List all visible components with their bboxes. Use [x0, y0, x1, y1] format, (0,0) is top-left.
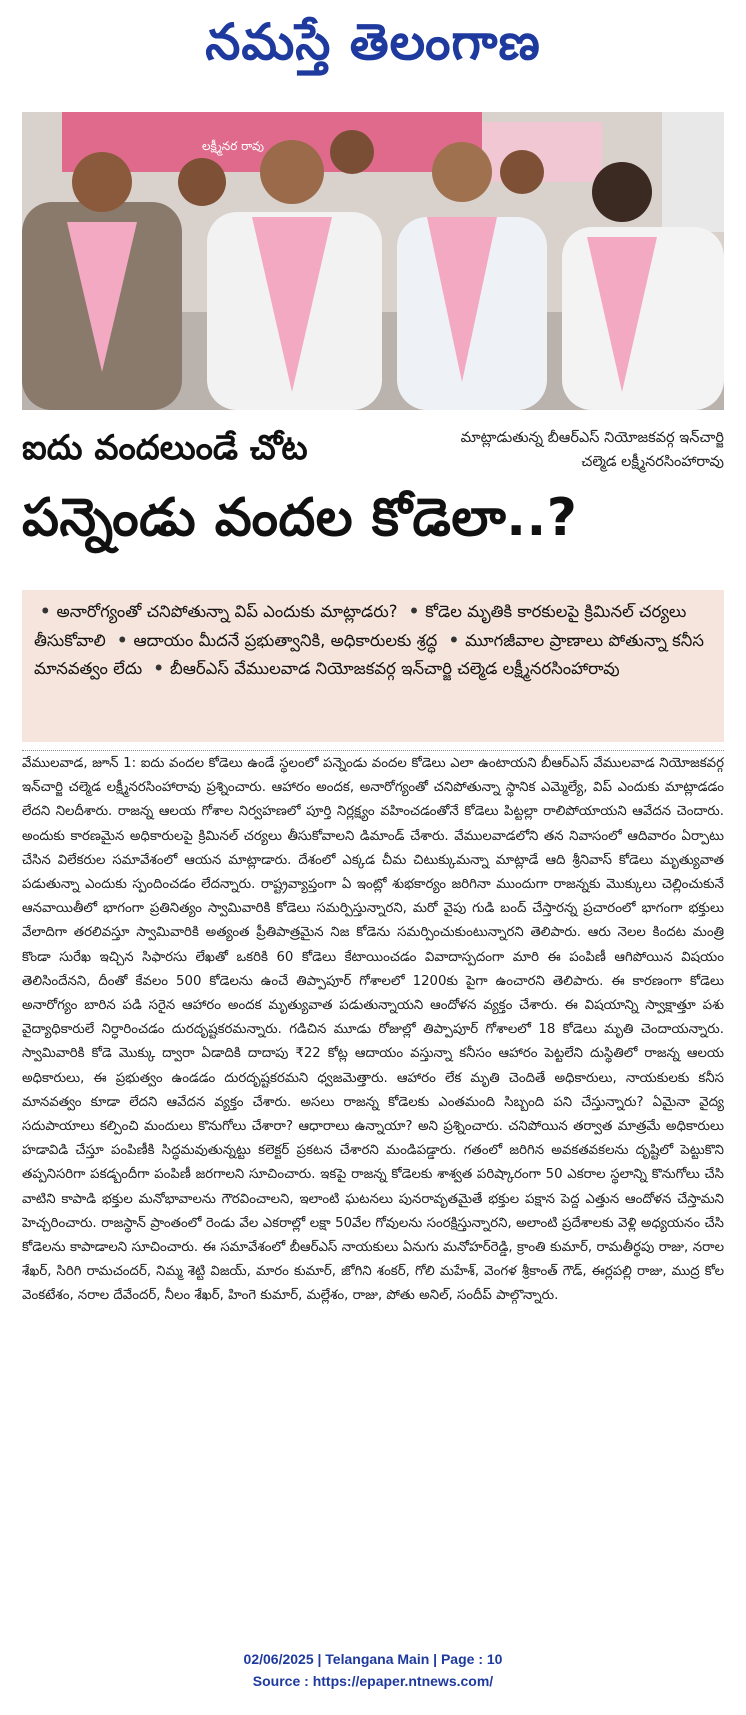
article-photo [22, 112, 724, 410]
photo-caption: మాట్లాడుతున్న బీఆర్ఎస్ నియోజకవర్గ ఇన్‌చార్జి చల్మెడ లక్ష్మీనరసింహారావు [460, 430, 724, 470]
highlight-item: అనారోగ్యంతో చనిపోతున్నా విప్ ఎందుకు మాట్లాడరు? [56, 602, 398, 621]
headline: పన్నెండు వందల కోడెలా..? [22, 488, 578, 548]
bullet-icon: • [116, 630, 128, 650]
bullet-icon: • [153, 659, 164, 678]
footer-source-link[interactable]: Source : https://epaper.ntnews.com/ [252, 1673, 494, 1689]
masthead [0, 0, 746, 96]
highlight-item: ఆదాయం మీదనే ప్రభుత్వానికి, అధికారులకు శ్రద్ధ [133, 630, 438, 650]
article-body: వేములవాడ, జూన్ 1: ఐదు వందల కోడెలు ఉండే స్థలంలో పన్నెండు వందల కోడెలు ఎలా ఉంటాయని బీఆర్ఎస్ వేములవాడ నియోజకవర్గ ఇన్‌చార్జి చల్మెడ లక్ష్మీనరసింహారావు ప్రశ్నించారు. ఆహారం అందక, అనారోగ్యంతో చనిపోతున్నా స్థానిక ఎమ్మెల్యే, విప్ ఎందుకు మాట్లాడడం లేదని నిలదీశారు. రాజన్న ఆలయ గోశాల నిర్వహణలో పూర్తి నిర్లక్ష్యం వహించడంతోనే కోడెలు పిట్టల్లా రాలిపోయాయని ఆవేదన చెందారు. అందుకు కారణమైన అధికారులపై క్రిమినల్ చర్యలు తీసుకోవాలని డిమాండ్ చేశారు. వేములవాడలోని తన నివాసంలో ఆదివారం ఏర్పాటు చేసిన విలేకరుల సమావేశంలో ఆయన మాట్లాడారు. దేశంలో ఎక్కడ చీమ చిటుక్కుమన్నా మాట్లాడే ఆది శ్రీనివాస్ కోడెలు మృత్యువాత పడుతున్నా ఎందుకు స్పందించడం లేదన్నారు. రాష్ట్రవ్యాప్తంగా ఏ ఇంట్లో శుభకార్యం జరిగినా ముందుగా రాజన్నకు మొక్కులు చెల్లించుకునే ఆనవాయితీలో భాగంగా ప్రతినిత్యం స్వామివారికి కోడెలు సమర్పిస్తున్నారని, మరో వైపు గుడి బంద్ చేస్తారన్న ప్రచారంలో భాగంగా భక్తులు వేలాదిగా తరలివస్తూ స్వామివారికి అత్యంత ప్రీతిపాత్రమైన నిజ కోడెను సమర్పించుకుంటున్నారని తెలిపారు. ఆరు నెలల కిందట మంత్రి కొండా సురేఖ ఇచ్చిన సిఫారసు లేఖతో ఒకరికి 60 కోడెలు కేటాయించడం వివాదాస్పదంగా మారి ఈ పంపిణీ ఆగిపోయిన విషయం తెలిసిందేనని, దీంతో కేవలం 500 కోడెలను ఉంచే తిప్పాపూర్ గోశాలలో 1200కు పైగా ఉంచారని తెలిపారు. ఈ కారణంగా కోడెలు అనారోగ్యం బారిన పడి సరైన ఆహారం అందక మృత్యువాత పడుతున్నాయని ఆందోళన వ్యక్తం చేశారు. ఈ విషయాన్ని స్వాక్షాత్తూ పశు వైద్యాధికారులే నిర్ధారించడం దురదృష్టకరమన్నారు. గడిచిన మూడు రోజుల్లో తిప్పాపూర్ గోశాలలో 18 కోడెలు మృతి చెందాయన్నారు. స్వామివారికి కోడె మొక్కు ద్వారా ఏడాదికి దాదాపు ₹22 కోట్ల ఆదాయం వస్తున్నా కనీసం ఆహారం పెట్టలేని దుస్థితిలో రాజన్న ఆలయ అధికారులు, ఈ ప్రభుత్వం ఉండడం దురదృష్టకరమని ధ్వజమెత్తారు. ఆహారం లేక మృతి చెందితే అధికారులు, నాయకులకు కనీస మానవత్వం కూడా లేదని ఆవేదన వ్యక్తం చేశారు. అసలు రాజన్న కోడెలకు ఎంతమంది సిబ్బంది పని చేస్తున్నారు? ఏమైనా వైద్య సదుపాయాలు కల్పించి మందులు కొనుగోలు చేశారా? ఆధారాలు ఉన్నాయా? అని ప్రశ్నించారు. చనిపోయిన తర్వాత మాత్రమే అధికారులు హడావిడి చేస్తూ పంపిణీకి సిద్ధమవుతున్నట్టు కలెక్టర్ ప్రకటన చేశారని మండిపడ్డారు. గతంలో జరిగిన అవకతవకలను దృష్టిలో పెట్టుకొని తప్పనిసరిగా పకడ్బందీగా పంపిణీ జరగాలని సూచించారు. ఇకపై రాజన్న కోడెలకు శాశ్వత పరిష్కారంగా 50 ఎకరాల స్థలాన్ని కొనుగోలు చేసి వాటిని కాపాడి భక్తుల మనోభావాలను గౌరవించాలని, ఇలాంటి ఘటనలు పునరావృతమైతే భక్తుల పక్షాన పెద్ద ఎత్తున ఆందోళన చేస్తామని హెచ్చరించారు. రాజస్థాన్ ప్రాంతంలో రెండు వేల ఎకరాల్లో లక్షా 50వేల గోవులను సంరక్షిస్తున్నారని, అలాంటి ప్రదేశాలకు వెళ్లి అధ్యయనం చేసి కోడెలను కాపాడాలని సూచించారు. ఈ సమావేశంలో బీఆర్ఎస్ నాయకులు ఏనుగు మనోహర్‌రెడ్డి, క్రాంతి కుమార్, రామతీర్థపు రాజు, నరాల శేఖర్, సిరిగి రామచందర్, నిమ్మ శెట్టి విజయ్, మారం కుమార్, జోగిని శంకర్, గోలి మహేశ్, వెంగళ శ్రీకాంత్ గౌడ్, ఈర్లపల్లి రాజు, ముద్ర కోల వెంకటేశం, నరాల దేవేందర్, నీలం శేఖర్, హింగె కుమార్, మల్లేశం, రాజు, పోతు అనిల్, సందీప్ పాల్గొన్నారు. [22, 756, 724, 1304]
kicker: ఐదు వందలుండే చోట [22, 428, 308, 468]
headline-area [22, 420, 724, 570]
divider [22, 744, 724, 751]
highlights-box [22, 590, 724, 742]
highlight-item: మూగజీవాల ప్రాణాలు పోతున్నా కనీస మానవత్వం లేదు [34, 630, 704, 678]
highlight-item: కోడెల మృతికి కారకులపై క్రిమినల్ చర్యలు తీసుకోవాలి [34, 602, 687, 650]
newspaper-title: నమస్తే తెలంగాణ [205, 12, 541, 71]
bullet-icon: • [40, 602, 51, 621]
highlight-item: బీఆర్ఎస్ వేములవాడ నియోజకవర్గ ఇన్‌చార్జి చల్మెడ లక్ష్మీనరసింహారావు [169, 659, 620, 678]
photo-illustration [22, 112, 724, 410]
photo-banner-text: లక్ష్మీనర రావు [202, 139, 265, 153]
bullet-icon: • [408, 602, 420, 621]
footer [0, 1648, 746, 1692]
footer-date-page: 02/06/2025 | Telangana Main | Page : 10 [243, 1651, 503, 1667]
bullet-icon: • [448, 630, 460, 650]
